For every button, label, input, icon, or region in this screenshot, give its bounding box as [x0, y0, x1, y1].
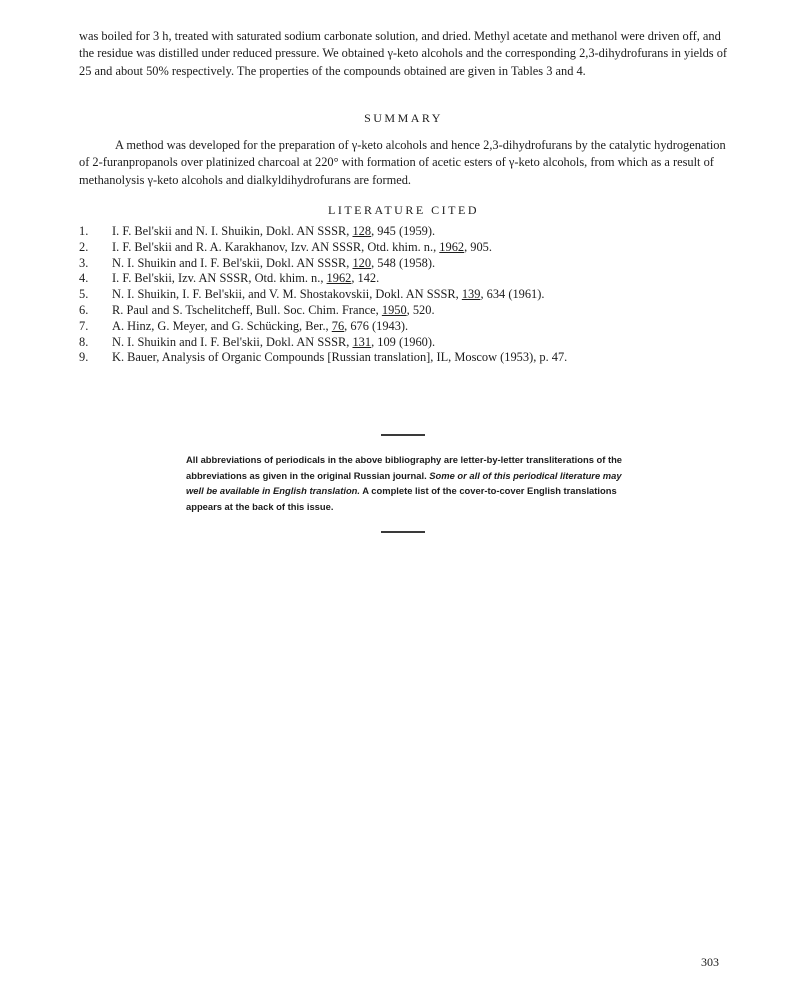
reference-citation: K. Bauer, Analysis of Organic Compounds [Russian translation], IL, Moscow (1953), p. 47.: [112, 350, 568, 365]
translator-note: [186, 452, 634, 514]
reference-number: 7.: [79, 318, 89, 333]
reference-volume: 139: [461, 287, 481, 302]
reference-text: [112, 256, 739, 272]
reference-number: 3.: [79, 255, 89, 270]
reference-pages: , 905.: [464, 239, 492, 254]
reference-number: 8.: [79, 334, 89, 349]
reference-pages: , 634 (1961).: [480, 287, 545, 302]
reference-number: 2.: [79, 239, 89, 254]
reference-pages: , 520.: [406, 302, 435, 317]
reference-volume: 1950: [381, 302, 407, 317]
reference-text: [112, 240, 739, 256]
reference-text: [112, 350, 739, 366]
reference-number: 4.: [79, 271, 89, 286]
reference-citation: I. F. Bel'skii and N. I. Shuikin, Dokl. AN SSSR,: [112, 224, 353, 238]
reference-citation: R. Paul and S. Tschelitcheff, Bull. Soc. Chim. France,: [112, 302, 382, 317]
section-divider-top: [381, 434, 425, 436]
summary-heading: SUMMARY: [364, 111, 443, 125]
reference-number: 5.: [79, 287, 89, 302]
reference-citation: N. I. Shuikin and I. F. Bel'skii, Dokl. AN SSSR,: [112, 334, 353, 349]
translator-note-text-end: A complete list of the cover-to-cover English translations appears at the back of this issue.: [186, 485, 617, 512]
reference-citation: N. I. Shuikin and I. F. Bel'skii, Dokl. AN SSSR,: [112, 255, 353, 270]
intro-paragraph: was boiled for 3 h, treated with saturated sodium carbonate solution, and dried. Methyl acetate and methanol were driven off, and the residue was distilled under reduced pressure. We obtained γ-keto alcohols and the corresponding 2,3-dihydrofurans in yields of 25 and about 50% respectively. The properties of the compounds obtained are given in Tables 3 and 4.: [79, 29, 728, 78]
literature-cited-heading: LITERATURE CITED: [328, 203, 479, 217]
translator-note-italic: Some or all of this periodical literature may well be available in English translation.: [186, 469, 622, 497]
reference-volume: 1962: [439, 239, 465, 254]
reference-text: [112, 271, 739, 287]
reference-text: [112, 303, 739, 319]
reference-text: [112, 224, 739, 240]
section-divider-bottom: [381, 531, 425, 533]
page-number: 303: [701, 955, 719, 969]
reference-text: [112, 335, 739, 351]
reference-citation: N. I. Shuikin, I. F. Bel'skii, and V. M. Shostakovskii, Dokl. AN SSSR,: [112, 287, 462, 302]
reference-item: [79, 319, 739, 335]
reference-pages: , 109 (1960).: [371, 334, 436, 349]
reference-pages: , 676 (1943).: [344, 318, 409, 333]
reference-pages: , 548 (1958).: [371, 255, 436, 270]
reference-list: [79, 224, 739, 366]
reference-pages: , 945 (1959).: [371, 224, 436, 238]
reference-item: [79, 350, 739, 366]
reference-item: [79, 271, 739, 287]
reference-volume: 131: [352, 334, 372, 349]
reference-citation: A. Hinz, G. Meyer, and G. Schücking, Ber.,: [112, 318, 332, 333]
reference-volume: 1962: [326, 271, 352, 286]
reference-item: [79, 256, 739, 272]
reference-item: [79, 224, 739, 240]
reference-item: [79, 303, 739, 319]
reference-text: [112, 319, 739, 335]
summary-paragraph: A method was developed for the preparation of γ-keto alcohols and hence 2,3-dihydrofurans by the catalytic hydrogenation of 2-furanpropanols over platinized charcoal at 220° with formation of acetic esters of γ-keto alcohols, from which as a result of methanolysis γ-keto alcohols and dialkyldihydrofurans are formed.: [79, 138, 726, 187]
reference-volume: 76: [331, 318, 345, 333]
reference-volume: 120: [352, 255, 372, 270]
reference-item: [79, 240, 739, 256]
reference-number: 6.: [79, 302, 89, 317]
reference-volume: 128: [352, 224, 372, 238]
reference-item: [79, 287, 739, 303]
reference-number: 9.: [79, 350, 89, 365]
reference-number: 1.: [79, 224, 89, 238]
reference-citation: I. F. Bel'skii, Izv. AN SSSR, Otd. khim. n.,: [112, 271, 327, 286]
reference-citation: I. F. Bel'skii and R. A. Karakhanov, Izv. AN SSSR, Otd. khim. n.,: [112, 239, 440, 254]
reference-item: [79, 335, 739, 351]
reference-pages: , 142.: [351, 271, 380, 286]
reference-text: [112, 287, 739, 303]
translator-note-text: All abbreviations of periodicals in the above bibliography are letter-by-letter transliterations of the abbreviations as given in the original Russian journal.: [186, 454, 623, 481]
